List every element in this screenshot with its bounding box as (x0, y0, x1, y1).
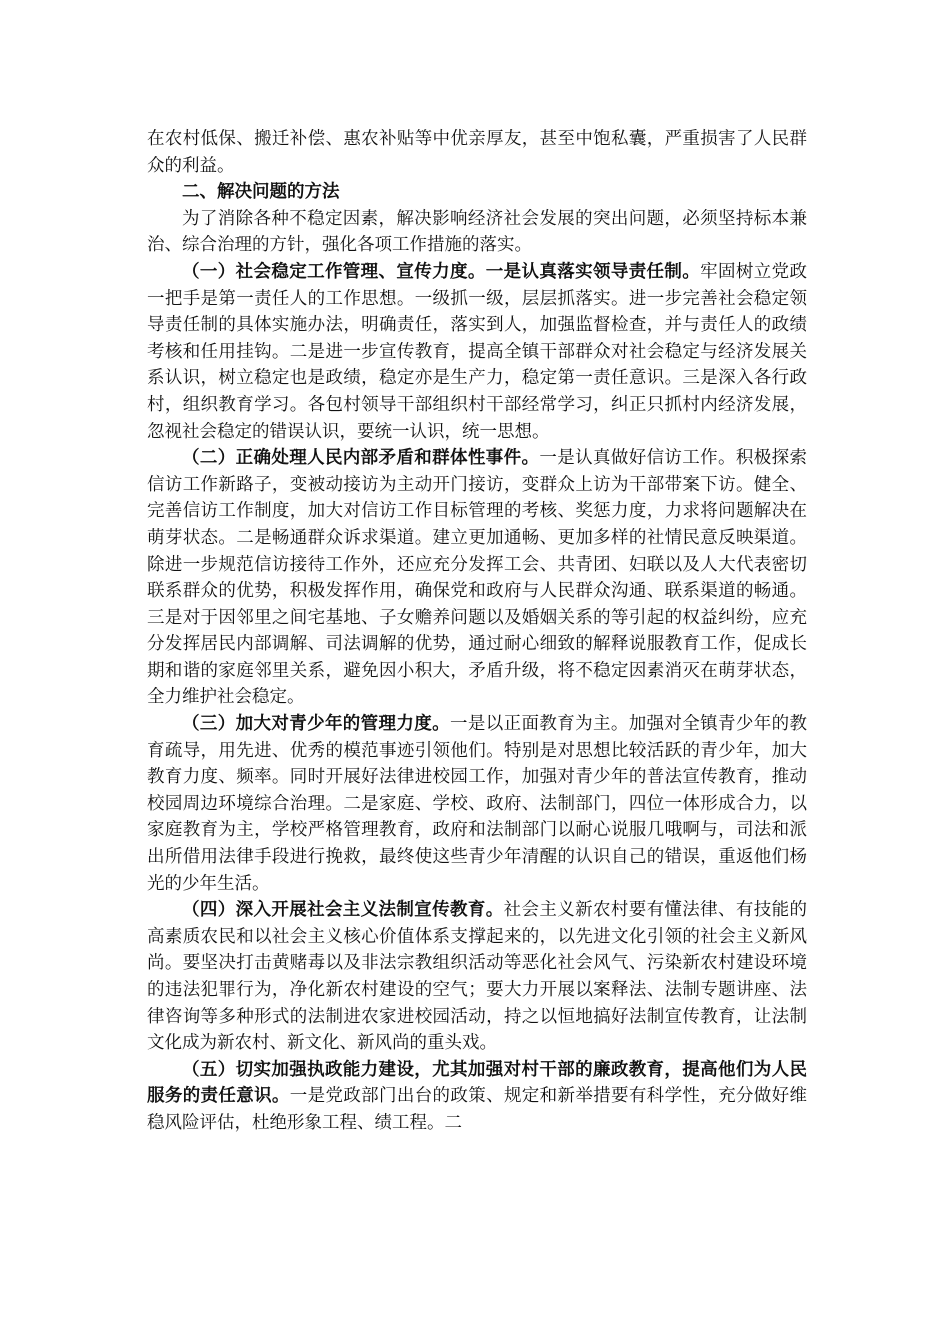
paragraph-lead: （三）加大对青少年的管理力度。 (182, 714, 451, 735)
paragraph-item-1 (147, 259, 807, 445)
paragraph-intro (147, 206, 807, 259)
paragraph-continuation (147, 126, 807, 179)
paragraph-lead: （四）深入开展社会主义法制宣传教育。 (182, 900, 504, 921)
paragraph-text: 一是党政部门出台的政策、规定和新举措要有科学性，充分做好维稳风险评估，杜绝形象工程、绩工程。二 (147, 1086, 808, 1133)
paragraph-text: 牢固树立党政一把手是第一责任人的工作思想。一级抓一级，层层抓落实。进一步完善社会稳定领导责任制的具体实施办法，明确责任，落实到人，加强监督检查，并与责任人的政绩考核和任用挂钩。二是进一步宣传教育，提高全镇干部群众对社会稳定与经济发展关系认识，树立稳定也是政绩，稳定亦是生产力，稳定第一责任意识。三是深入各行政村，组织教育学习。各包村领导干部组织村干部经常学习，纠正只抓村内经济发展，忽视社会稳定的错误认识，要统一认识，统一思想。 (147, 261, 808, 442)
section-heading-text: 二、解决问题的方法 (182, 182, 340, 203)
paragraph-text: 一是以正面教育为主。加强对全镇青少年的教育疏导，用先进、优秀的模范事迹引领他们。特别是对思想比较活跃的青少年，加大教育力度、频率。同时开展好法律进校园工作，加强对青少年的普法宣传教育，推动校园周边环境综合治理。二是家庭、学校、政府、法制部门，四位一体形成合力，以家庭教育为主，学校严格管理教育，政府和法制部门以耐心说服几哦啊与，司法和派出所借用法律手段进行挽救，最终使这些青少年清醒的认识自己的错误，重返他们杨光的少年生活。 (147, 714, 807, 894)
paragraph-item-2 (147, 445, 807, 711)
paragraph-item-4 (147, 897, 807, 1057)
paragraph-item-5 (147, 1057, 807, 1137)
paragraph-text: 社会主义新农村要有懂法律、有技能的高素质农民和以社会主义核心价值体系支撑起来的，以先进文化引领的社会主义新风尚。要坚决打击黄赌毒以及非法宗教组织活动等恶化社会风气、污染新农村建设环境的违法犯罪行为，净化新农村建设的空气；要大力开展以案释法、法制专题讲座、法律咨询等多种形式的法制进农家进校园活动，持之以恒地搞好法制宣传教育，让法制文化成为新农村、新文化、新风尚的重头戏。 (147, 900, 808, 1054)
paragraph-text: 为了消除各种不稳定因素，解决影响经济社会发展的突出问题，必须坚持标本兼治、综合治理的方针，强化各项工作措施的落实。 (147, 208, 807, 256)
document-body (147, 126, 807, 1137)
paragraph-lead: （二）正确处理人民内部矛盾和群体性事件。 (182, 448, 540, 469)
section-heading (147, 179, 807, 206)
paragraph-item-3 (147, 711, 807, 897)
paragraph-text: 一是认真做好信访工作。积极探索信访工作新路子，变被动接访为主动开门接访，变群众上访为干部带案下访。健全、完善信访工作制度，加大对信访工作目标管理的考核、奖惩力度，力求将问题解决在萌芽状态。二是畅通群众诉求渠道。建立更加通畅、更加多样的社情民意反映渠道。除进一步规范信访接待工作外，还应充分发挥工会、共青团、妇联以及人大代表密切联系群众的优势，积极发挥作用，确保党和政府与人民群众沟通、联系渠道的畅通。三是对于因邻里之间宅基地、子女赡养问题以及婚姻关系的等引起的权益纠纷，应充分发挥居民内部调解、司法调解的优势，通过耐心细致的解释说服教育工作，促成长期和谐的家庭邻里关系，避免因小积大，矛盾升级，将不稳定因素消灭在萌芽状态，全力维护社会稳定。 (147, 448, 808, 708)
paragraph-lead: （一）社会稳定工作管理、宣传力度。一是认真落实领导责任制。 (182, 261, 701, 282)
paragraph-text: 在农村低保、搬迁补偿、惠农补贴等中优亲厚友，甚至中饱私囊，严重损害了人民群众的利益。 (147, 129, 807, 176)
paragraph-lead: （五）切实加强执政能力建设，尤其加强对村干部的廉政教育，提高他们为人民服务的责任意识。 (147, 1059, 807, 1107)
